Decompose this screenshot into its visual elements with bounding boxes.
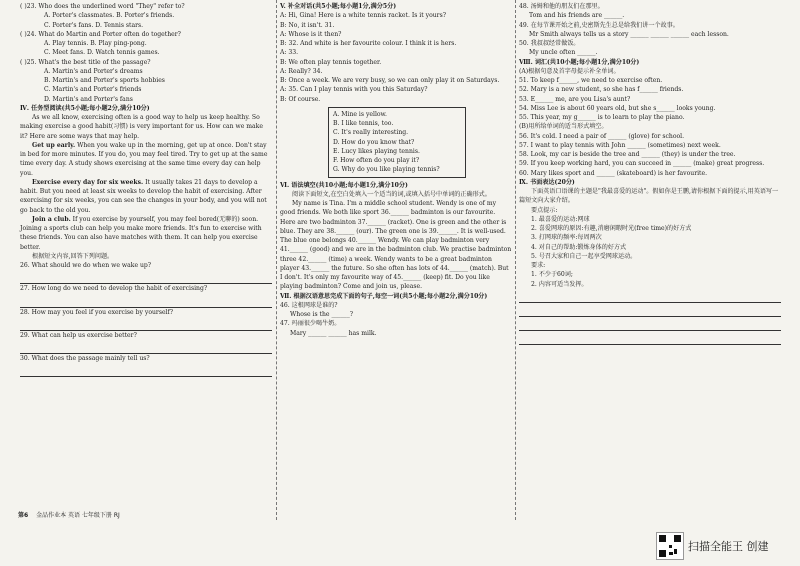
question-30: 30. What does the passage mainly tell us? (20, 355, 150, 362)
reading-paragraph-3 (20, 178, 272, 215)
question-23: ( )23. Who does the underlined word "They" refer to? (20, 3, 185, 10)
dialogue-line: A: Really? 34. (280, 67, 323, 75)
writing-line[interactable] (519, 303, 781, 317)
question-53: 53. E______ me, are you Lisa's aunt? (519, 95, 631, 103)
option: B. I like tennis, too. (333, 120, 394, 127)
cloze-passage: My name is Tina. I'm a middle school student. Wendy is one of my good friends. We both like sport 36.______ badminton is our favourite. Here are two badminton 37.______ (racket). One is green and the other is blue. They are 38.______ (our). The green one is 39.______. It is well-used. The blue one belongs 40.______ Wendy. We can play badminton very 41.______ (good) and we are in the badminton club. We practise badminton three 42.______ (time) a week. Wendy wants to be a great badminton player 43.______ the future. So she often has lots of 44.______ (match). But I don't. It's only my favourite way of 45.______ (keep) fit. Do you like playing badminton? Come and join us, please. (280, 200, 512, 291)
question-60: 60. Mary likes sport and ______ (skateboard) is her favourite. (519, 169, 708, 177)
question-49-english: Mr Smith always tells us a story ______ ______ ______ each lesson. (529, 30, 729, 38)
writing-task: 下面英语口语课的主题是"我最喜爱的运动"。假如你是王鹏,请你根据下面的提示,用英语写一篇短文向大家介绍。 (519, 188, 779, 205)
middle-column (280, 2, 512, 338)
paragraph-text: If you exercise by yourself, you may feel bored(无聊的) soon. Joining a sports club can help you make more friends. It's fun to exercise with these friends. You can also have matches with them. It can help you exercise better. (20, 215, 262, 251)
instructions: 根据短文内容,回答下列问题。 (32, 252, 114, 260)
question-54: 54. Miss Lee is about 60 years old, but she s______ looks young. (519, 104, 716, 112)
dialogue-line: B: Once a week. We are very busy, so we can only play it on Saturdays. (280, 77, 500, 84)
paragraph-heading: Get up early. (32, 141, 76, 149)
section-8-heading: Ⅷ. 词汇(共10小题;每小题1分,满分10分) (519, 58, 640, 66)
q23-options-cd: C. Porter's fans. D. Tennis stars. (44, 21, 144, 29)
section-6-heading: Ⅵ. 语法填空(共10小题;每小题1分,满分10分) (280, 181, 408, 189)
right-column (519, 2, 781, 345)
question-27: 27. How long do we need to develop the habit of exercising? (20, 285, 208, 293)
section-8b-heading: (B)用所给单词的适当形式填空。 (519, 123, 608, 131)
question-55: 55. This year, my g______ is to learn to play the piano. (519, 114, 685, 121)
option: G. Why do you like playing tennis? (333, 166, 440, 174)
q25-option-d: D. Martin's and Porter's fans (44, 95, 133, 103)
answer-line[interactable] (20, 270, 272, 284)
paragraph-heading: Exercise every day for six weeks. (32, 178, 144, 186)
question-58: 58. Look, my car is beside the tree and ______ (they) is under the tree. (519, 151, 736, 158)
answer-line[interactable] (20, 317, 272, 331)
q24-options-cd: C. Meet fans. D. Watch tennis games. (44, 49, 160, 57)
dialogue-line: A: 33. (280, 49, 299, 57)
column-divider (276, 0, 277, 520)
question-48-english: Tom and his friends are ______. (529, 12, 625, 20)
page-footer (18, 510, 120, 519)
answer-line[interactable] (20, 294, 272, 308)
question-49: 49. 在每节课开始之前,史密斯先生总是给我们讲一个故事。 (519, 21, 679, 29)
column-divider (515, 0, 516, 520)
option: A. Mine is yellow. (333, 110, 387, 118)
answer-line[interactable] (20, 363, 272, 377)
paragraph-text: When you wake up in the morning, get up at once. Don't stay in bed for more minutes. If you do, you may feel tired. Try to get up at the same time every day. A study shows exercising at the same time every day can help you. (20, 141, 268, 177)
option: F. How often do you play it? (333, 157, 420, 164)
page-number: 第6 (18, 512, 29, 519)
answer-line[interactable] (20, 340, 272, 354)
requirement-item: 1. 不少于60词; (531, 271, 573, 279)
dialogue-line: B: No, it isn't. 31. (280, 21, 335, 29)
section-7-heading: Ⅶ. 根据汉语意思完成下面的句子,每空一词(共5小题;每小题2分,满分10分) (280, 292, 488, 300)
scanner-watermark: 扫描全能王 创建 (688, 540, 769, 553)
question-48: 48. 汤姆和他的朋友们在那里。 (519, 3, 604, 10)
writing-line[interactable] (519, 289, 781, 303)
question-59: 59. If you keep working hard, you can succeed in ______ (make) great progress. (519, 160, 765, 168)
question-50-english: My uncle often ______. (529, 49, 598, 57)
footer-text: 金品作业本 英语 七年级下册 RJ (36, 512, 120, 519)
left-column (20, 2, 272, 377)
option: E. Lucy likes playing tennis. (333, 147, 420, 155)
q25-option-c: C. Martin's and Porter's friends (44, 86, 142, 94)
q25-option-b: B. Martin's and Porter's sports hobbies (44, 77, 165, 84)
question-46: 46. 这根网球是谁的? (280, 301, 338, 309)
reading-paragraph-2 (20, 141, 272, 178)
question-47: 47. 玛丽很少喝牛奶。 (280, 320, 341, 328)
point-item: 2. 喜爱网球的原因:有趣,消磨闲暇时光(free time)的好方式 (531, 225, 692, 232)
reading-paragraph-4 (20, 215, 272, 252)
writing-line[interactable] (519, 331, 781, 345)
point-item: 4. 对自己的帮助:锻炼身体的好方式 (531, 243, 627, 251)
dialogue-line: A: 35. Can I play tennis with you this Saturday? (280, 86, 428, 94)
dialogue-line: A: Hi, Gina! Here is a white tennis racket. Is it yours? (280, 12, 446, 20)
question-26: 26. What should we do when we wake up? (20, 262, 152, 269)
requirement-item: 2. 内容可适当发挥。 (531, 280, 588, 288)
section-4-heading: Ⅳ. 任务型阅读(共5小题;每小题2分,满分10分) (20, 104, 150, 112)
question-46-english: Whose is the ______? (290, 311, 354, 318)
question-52: 52. Mary is a new student, so she has f______ friends. (519, 86, 684, 94)
point-item: 3. 打网球的频率:每周两次 (531, 234, 602, 242)
question-51: 51. To keep f______, we need to exercise often. (519, 77, 663, 84)
question-57: 57. I want to play tennis with John ______ (sometimes) next week. (519, 141, 721, 149)
dialogue-line: B: Of course. (280, 95, 321, 103)
question-56: 56. It's cold. I need a pair of ______ (glove) for school. (519, 132, 685, 140)
question-24: ( )24. What do Martin and Porter often do together? (20, 30, 181, 38)
section-6-instructions: 阅读下面短文,在空白处填入一个适当的词,或填入括号中单词的正确形式。 (292, 190, 491, 198)
section-5-heading: V. 补全对话(共5小题;每小题1分,满分5分) (280, 3, 397, 10)
question-47-english: Mary ______ ______ has milk. (290, 329, 377, 337)
point-item: 5. 号召大家和自己一起享受网球运动。 (531, 252, 637, 260)
paragraph-text: It usually takes 21 days to develop a habit. But you need at least six weeks to develop the habit of exercising. After exercising for six weeks, you can see the changes in your body, and you will not go back to the old you. (20, 178, 267, 214)
question-50: 50. 我叔叔经常做饭。 (519, 40, 580, 47)
paragraph-heading: Join a club. (32, 215, 71, 223)
qr-code-icon (656, 532, 684, 560)
dialogue-line: B: We often play tennis together. (280, 58, 382, 66)
question-28: 28. How may you feel if you exercise by yourself? (20, 308, 174, 316)
q24-options-ab: A. Play tennis. B. Play ping-pong. (44, 40, 147, 47)
requirements-heading: 要求: (531, 262, 546, 269)
option: D. How do you know that? (333, 138, 415, 146)
writing-line[interactable] (519, 317, 781, 331)
option: C. It's really interesting. (333, 129, 409, 137)
question-29: 29. What can help us exercise better? (20, 331, 137, 339)
q25-option-a: A. Martin's and Porter's dreams (44, 67, 143, 75)
section-8a-heading: (A)根据句意及首字母提示补全单词。 (519, 67, 620, 75)
section-9-heading: Ⅸ. 书面表达(20分) (519, 178, 575, 186)
point-item: 1. 最喜爱的运动:网球 (531, 215, 590, 223)
reading-paragraph-1: As we all know, exercising often is a good way to help us keep healthy. So making exercise a good habit(习惯) is very important for us. How can we make it? Here are some ways that may help. (20, 114, 263, 140)
options-box (328, 107, 466, 178)
points-heading: 要点提示: (531, 206, 558, 214)
q23-options-ab: A. Porter's classmates. B. Porter's friends. (44, 12, 175, 20)
question-25: ( )25. What's the best title of the passage? (20, 58, 151, 66)
dialogue-line: B: 32. And white is her favourite colour. I think it is hers. (280, 40, 457, 47)
dialogue-line: A: Whose is it then? (280, 30, 342, 38)
